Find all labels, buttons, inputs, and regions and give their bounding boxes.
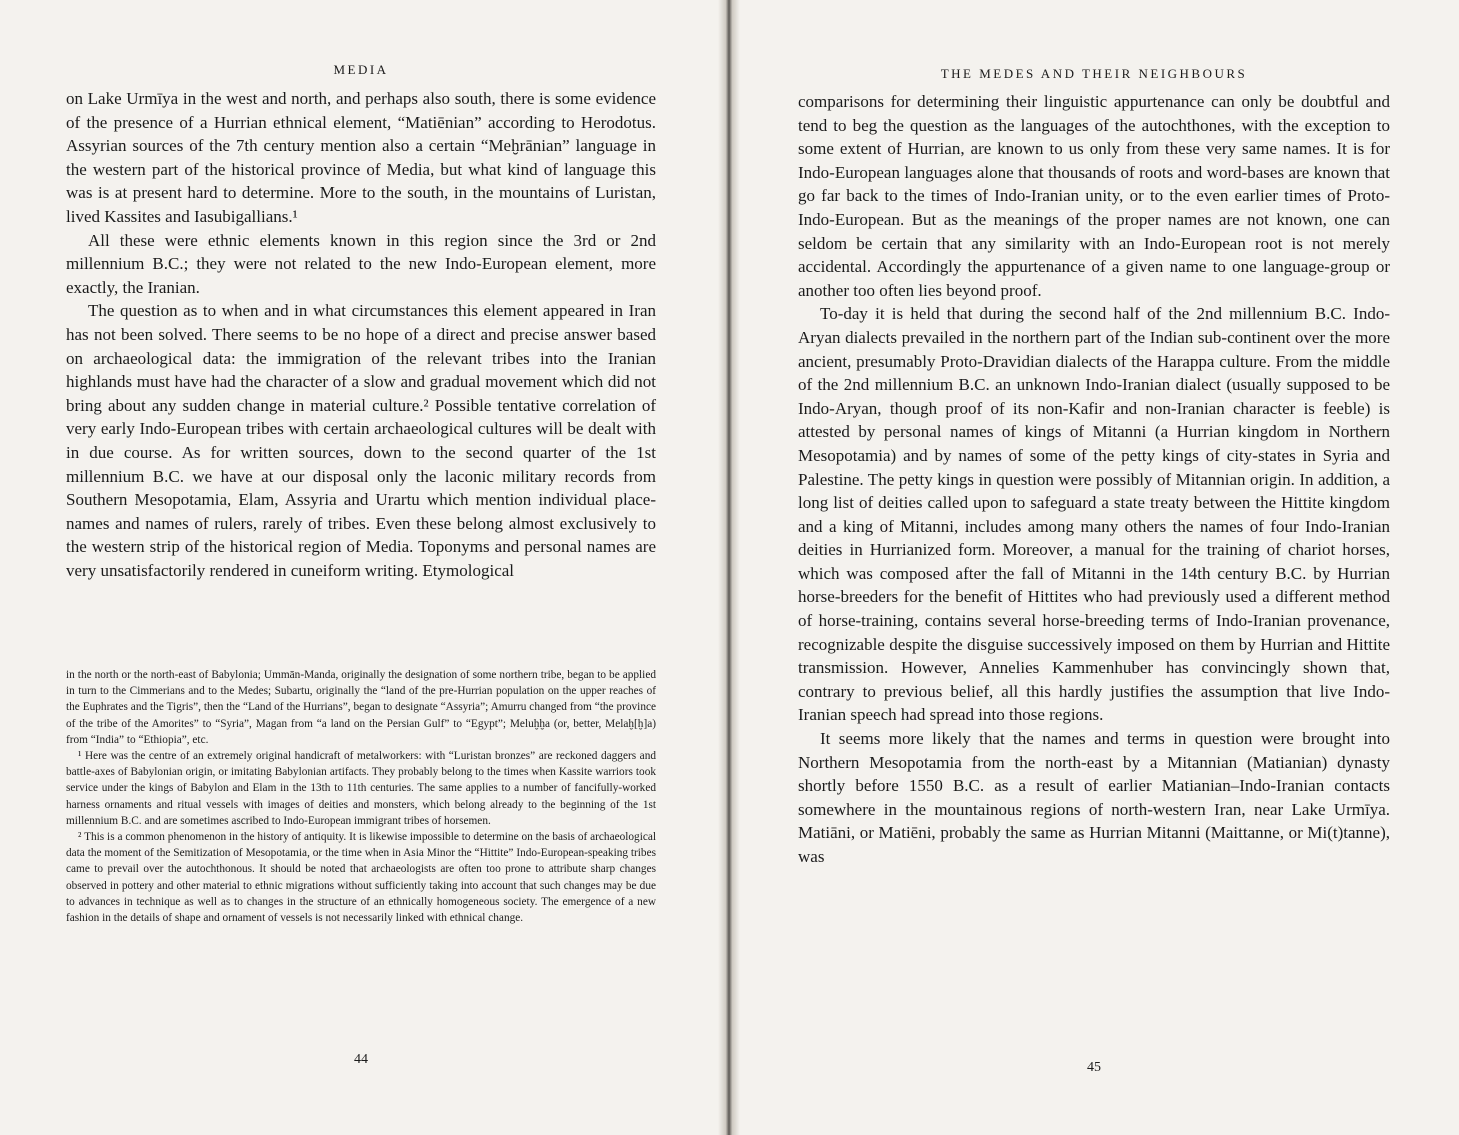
paragraph: It seems more likely that the names and terms in question were brought into Northern Mesopotamia from the north-east by a Mitannian (Matianian) dynasty shortly before 1550 B.C. as a result of earlier Matianian–Indo-Iranian contacts somewhere in the mountainous regions of north-western Iran, near Lake Urmīya. Matiāni, or Matiēni, probably the same as Hurrian Mitanni (Maittanne, or Mi(t)tanne), was xyxy=(798,729,1390,866)
footnote: ¹ Here was the centre of an extremely original handicraft of metalworkers: with “Luristan bronzes” are reckoned daggers and battle-axes of Babylonian origin, or imitating Babylonian artifacts. They probably belong to the times when Kassite warriors took service under the kings of Babylon and Elam in the 13th to 11th centuries. The same applies to a number of fancifully-worked harness ornaments and ritual vessels with images of deities and monsters, which belong already to the beginning of the 1st millennium B.C. and are sometimes ascribed to Indo-European immigrant tribes of horsemen. xyxy=(66,750,656,827)
page-number: 44 xyxy=(354,1052,368,1067)
running-head: THE MEDES AND THEIR NEIGHBOURS xyxy=(940,66,1248,81)
paragraph: All these were ethnic elements known in this region since the 3rd or 2nd millennium B.C.; they were not related to the new Indo-European element, more exactly, the Iranian. xyxy=(66,230,656,297)
page-number: 45 xyxy=(1087,1060,1101,1075)
footnote: ² This is a common phenomenon in the history of antiquity. It is likewise impossible to determine on the basis of archaeological data the moment of the Semitization of Mesopotamia, or the time when in Asia Minor the “Hittite” Indo-European-speaking tribes came to prevail over the autochthonous. It should be noted that archaeologists are often too prone to attribute sharp changes observed in pottery and other material to ethnic migrations without sufficiently taking into account that such changes may be due to advances in technique as well as to changes in the structure of an ethnically homogeneous society. The emergence of a new fashion in the details of shape and ornament of vessels is not necessarily linked with ethnical change. xyxy=(66,831,656,925)
left-page xyxy=(66,0,656,1135)
footnotes xyxy=(66,667,656,926)
paragraph: on Lake Urmīya in the west and north, and perhaps also south, there is some evidence of the presence of a Hurrian ethnical element, “Matiēnian” according to Herodotus. Assyrian sources of the 7th century mention also a certain “Meḫrānian” language in the western part of the historical province of Media, but what kind of language this was is at present hard to determine. More to the south, in the mountains of Luristan, lived Kassites and Iasubigallians.¹ xyxy=(66,89,656,226)
main-text xyxy=(798,90,1390,869)
paragraph: The question as to when and in what circumstances this element appeared in Iran has not been solved. There seems to be no hope of a direct and precise answer based on archaeological data: the immigration of the relevant tribes into the Iranian highlands must have had the character of a slow and gradual movement which did not bring about any sudden change in material culture.² Possible tentative correlation of very early Indo-European tribes with certain archaeological cultures will be dealt with in due course. As for written sources, down to the second quarter of the 1st millennium B.C. we have at our disposal only the laconic military records from Southern Mesopotamia, Elam, Assyria and Urartu which mention individual place-names and names of rulers, rarely of tribes. Even these belong almost exclusively to the western strip of the historical region of Media. Toponyms and personal names are very unsatisfactorily rendered in cuneiform writing. Etymological xyxy=(66,301,656,580)
main-text xyxy=(66,87,656,582)
right-page xyxy=(798,0,1390,1135)
book-gutter xyxy=(718,0,740,1135)
paragraph: To-day it is held that during the second half of the 2nd millennium B.C. Indo-Aryan dialects prevailed in the northern part of the Indian sub-continent over the more ancient, presumably Proto-Dravidian dialects of the Harappa culture. From the middle of the 2nd millennium B.C. an unknown Indo-Iranian dialect (usually supposed to be Indo-Aryan, though proof of its non-Kafir and non-Iranian character is feeble) is attested by personal names of kings of Mitanni (a Hurrian kingdom in Northern Mesopotamia) and by names of some of the petty kings of city-states in Syria and Palestine. The petty kings in question were possibly of Mitannian origin. In addition, a long list of deities called upon to safeguard a state treaty between the Hittite kingdom and a king of Mitanni, includes among many others the names of four Indo-Iranian deities in Hurrianized form. Moreover, a manual for the training of chariot horses, which was composed after the fall of Mitanni in the 14th century B.C. by Hurrian horse-breeders for the benefit of Hittites who had previously used a different method of horse-training, contains several horse-breeding terms of Indo-Iranian provenance, recognizable despite the disguise successively imposed on them by Hurrian and Hittite transmission. However, Annelies Kammenhuber has convincingly shown that, contrary to previous belief, all this hardly justifies the assumption that live Indo-Iranian speech had spread into those regions. xyxy=(798,304,1390,725)
paragraph: comparisons for determining their linguistic appurtenance can only be doubtful and tend to beg the question as the languages of the autochthones, with the exception to some extent of Hurrian, are known to us only from these very same names. It is for Indo-European languages alone that thousands of roots and word-bases are known that go far back to the times of Indo-Iranian unity, or to the even earlier times of Proto-Indo-European. But as the meanings of the proper names are not known, one can seldom be certain that any similarity with an Indo-European root is not merely accidental. Accordingly the appurtenance of a given name to one language-group or another too often lies beyond proof. xyxy=(798,92,1390,300)
running-head: MEDIA xyxy=(333,62,389,77)
footnote: in the north or the north-east of Babylonia; Ummān-Manda, originally the designation of some northern tribe, began to be applied in turn to the Cimmerians and to the Medes; Subartu, originally the “land of the pre-Hurrian population on the upper reaches of the Euphrates and the Tigris”, then the “Land of the Hurrians”, began to designate “Assyria”; Amurru changed from “the province of the tribe of the Amorites” to “Syria”, Magan from “a land on the Persian Gulf” to “Egypt”; Meluḫḫa (or, better, Melaḫ[ḫ]a) from “India” to “Ethiopia”, etc. xyxy=(66,669,656,746)
